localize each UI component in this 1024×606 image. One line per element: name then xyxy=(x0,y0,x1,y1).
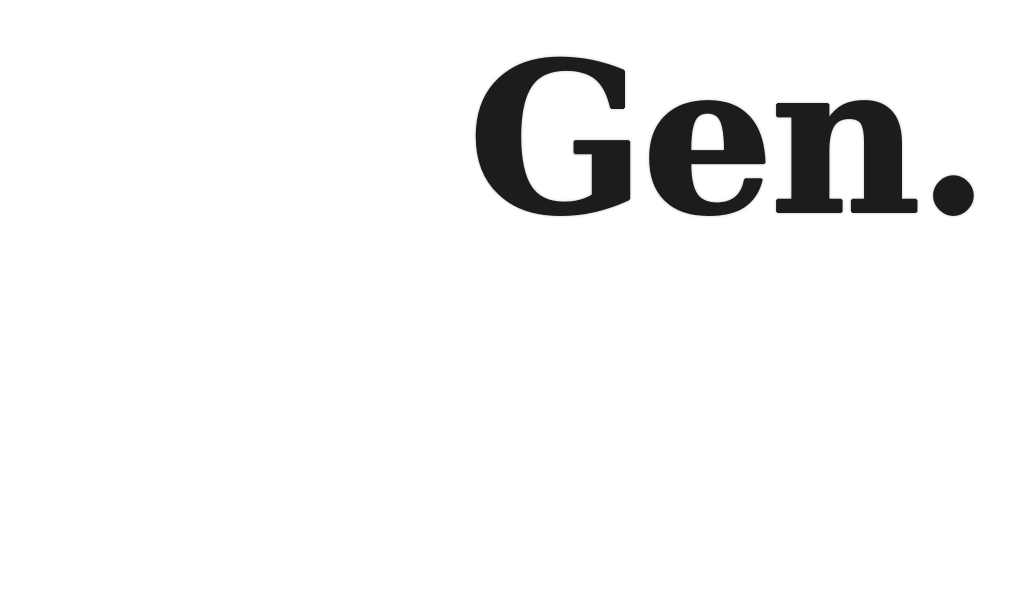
abbreviation-text: Gen. xyxy=(468,18,986,262)
